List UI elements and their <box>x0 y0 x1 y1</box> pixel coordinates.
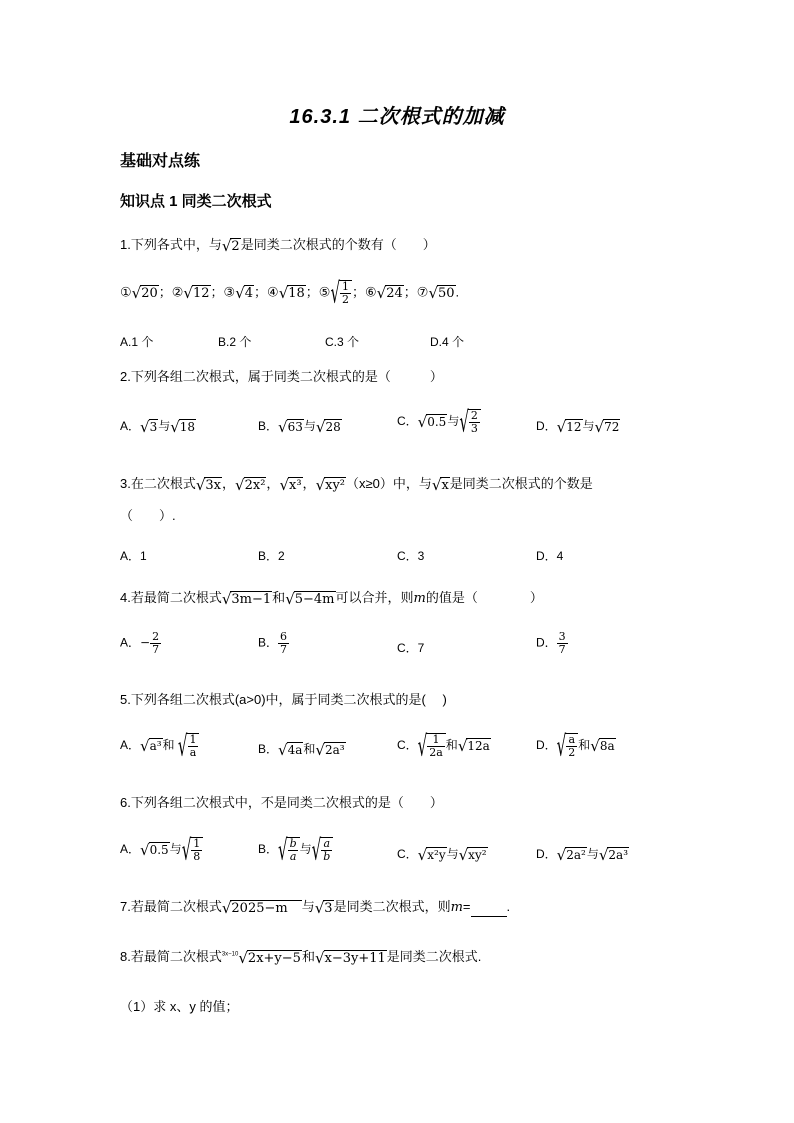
question-3: 3.在二次根式√3x，√2x²，√x³，√xy²（x≥0）中，与√x是同类二次根式的个数是 <box>120 475 593 494</box>
q1-option-a[interactable]: A.1 个 <box>120 335 154 349</box>
q4-option-d[interactable]: D． $\frac{3}{7}$ <box>536 630 566 656</box>
q8-radical-index: 3x−10 <box>221 951 239 957</box>
question-6: 6.下列各组二次根式中，不是同类二次根式的是（ ） <box>120 795 443 810</box>
q2-option-b[interactable]: B．√63与√28 <box>258 417 341 436</box>
q5-option-b[interactable]: B．√4a和√2a³ <box>258 740 345 759</box>
q1-text-pre: 1.下列各式中，与 <box>120 237 222 252</box>
q1-items: ①√20；②√12；③√4；④√18；⑤√ $\frac{1}{2}$ ；⑥√24；⑦√50. <box>120 275 460 311</box>
q4-option-b[interactable]: B． $\frac{6}{7}$ <box>258 630 288 656</box>
q3-line2: （ ）. <box>120 508 176 523</box>
question-4: 4.若最简二次根式√3m−1和√5−4m可以合并，则m的值是（ ） <box>120 589 543 608</box>
section-heading: 基础对点练 <box>120 153 201 170</box>
q6-option-b[interactable]: B．√ $\frac{b}{a}$ 与√ $\frac{a}{b}$ <box>258 837 333 863</box>
question-8: 8.若最简二次根式$^{3x-10}$√2x+y−5和√x−3y+11是同类二次根式. <box>120 948 482 967</box>
q7-answer-blank[interactable] <box>471 916 507 917</box>
q3-option-a[interactable]: A．1 <box>120 549 147 563</box>
question-2: 2.下列各组二次根式，属于同类二次根式的是（ ） <box>120 369 443 384</box>
q1-option-d[interactable]: D.4 个 <box>430 335 465 349</box>
q2-option-c[interactable]: C．√0.5与√ $\frac{2}{3}$ <box>397 409 481 435</box>
q3-option-d[interactable]: D．4 <box>536 549 564 563</box>
page-title: 16.3.1 二次根式的加减 <box>289 106 505 128</box>
q1-option-c[interactable]: C.3 个 <box>325 335 360 349</box>
question-1 <box>120 234 436 255</box>
q6-option-d[interactable]: D．√2a²与√2a³ <box>536 845 629 864</box>
q1-ref-radical: √2 <box>221 236 240 255</box>
question-5: 5.下列各组二次根式(a>0)中，属于同类二次根式的是( ) <box>120 692 447 707</box>
q6-option-a[interactable]: A．√0.5与√ $\frac{1}{8}$ <box>120 837 203 863</box>
q2-option-a[interactable]: A．√3与√18 <box>120 417 196 436</box>
q1-option-b[interactable]: B.2 个 <box>218 335 252 349</box>
q5-option-d[interactable]: D．√ $\frac{a}{2}$ 和√8a <box>536 728 615 764</box>
q4-option-c[interactable]: C．7 <box>397 641 425 655</box>
knowledge-point-heading: 知识点 1 同类二次根式 <box>120 193 272 210</box>
q3-option-c[interactable]: C．3 <box>397 549 425 563</box>
q2-option-d[interactable]: D．√12与√72 <box>536 417 620 436</box>
q5-option-a[interactable]: A．√a³和 √ $\frac{1}{a}$ <box>120 733 199 759</box>
q3-option-b[interactable]: B．2 <box>258 549 285 563</box>
q1-text-post: 是同类二次根式的个数有（ ） <box>240 237 436 252</box>
q5-option-c[interactable]: C．√ $\frac{1}{2a}$ 和√12a <box>397 728 490 764</box>
q8-subquestion-1: （1）求 x、y 的值； <box>120 999 239 1014</box>
q6-option-c[interactable]: C．√x²y与√xy² <box>397 845 487 864</box>
question-7: 7.若最简二次根式√2025−m 与√3是同类二次根式，则m= . <box>120 898 511 917</box>
q4-option-a[interactable]: A．− $\frac{2}{7}$ <box>120 630 160 656</box>
